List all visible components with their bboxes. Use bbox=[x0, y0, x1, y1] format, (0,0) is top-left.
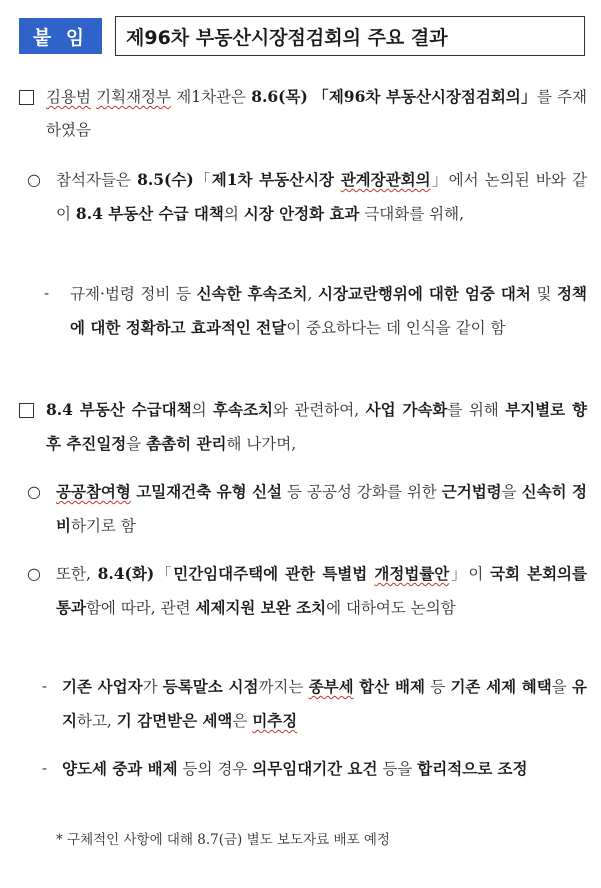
square-bullet-icon bbox=[19, 403, 34, 418]
item-6: ○ 또한, 8.4(화)「민간임대주택에 관한 특별법 개정법률안」이 국회 본회의를 통과함에 따라, 관련 세제지원 보완 조치에 대하여도 논의함 bbox=[0, 557, 587, 625]
item-7: - 기존 사업자가 등록말소 시점까지는 종부세 합산 배제 등 기존 세제 혜택을 유지하고, 기 감면받은 세액은 미추징 bbox=[0, 670, 587, 738]
header bbox=[19, 16, 585, 56]
item-2: ○ 참석자들은 8.5(수)「제1차 부동산시장 관계장관회의」에서 논의된 바와 같이 8.4 부동산 수급 대책의 시장 안정화 효과 극대화를 위해, bbox=[0, 163, 587, 231]
footnote: * 구체적인 사항에 대해 8.7(금) 별도 보도자료 배포 예정 bbox=[56, 832, 390, 848]
dash-bullet-icon: - bbox=[42, 677, 48, 695]
item-5: ○ 공공참여형 고밀재건축 유형 신설 등 공공성 강화를 위한 근거법령을 신속히 정비하기로 함 bbox=[0, 475, 587, 543]
item-1: 김용범 기획재정부 제1차관은 8.6(목) 「제96차 부동산시장점검회의」를 주재하였음 bbox=[0, 80, 587, 147]
circle-bullet-icon: ○ bbox=[27, 482, 41, 501]
page-title: 제96차 부동산시장점검회의 주요 결과 bbox=[115, 16, 585, 56]
item-3: - 규제·법령 정비 등 신속한 후속조치, 시장교란행위에 대한 엄중 대처 및 정책에 대한 정확하고 효과적인 전달이 중요하다는 데 인식을 같이 함 bbox=[0, 277, 587, 345]
attachment-badge: 붙 임 bbox=[19, 18, 102, 54]
item-8: - 양도세 중과 배제 등의 경우 의무임대기간 요건 등을 합리적으로 조정 bbox=[0, 752, 587, 786]
dash-bullet-icon: - bbox=[42, 759, 48, 777]
square-bullet-icon bbox=[19, 90, 34, 105]
circle-bullet-icon: ○ bbox=[27, 564, 41, 583]
item-4: 8.4 부동산 수급대책의 후속조치와 관련하여, 사업 가속화를 위해 부지별로 향후 추진일정을 촘촘히 관리해 나가며, bbox=[0, 393, 587, 461]
dash-bullet-icon: - bbox=[44, 284, 50, 302]
circle-bullet-icon: ○ bbox=[27, 170, 41, 189]
